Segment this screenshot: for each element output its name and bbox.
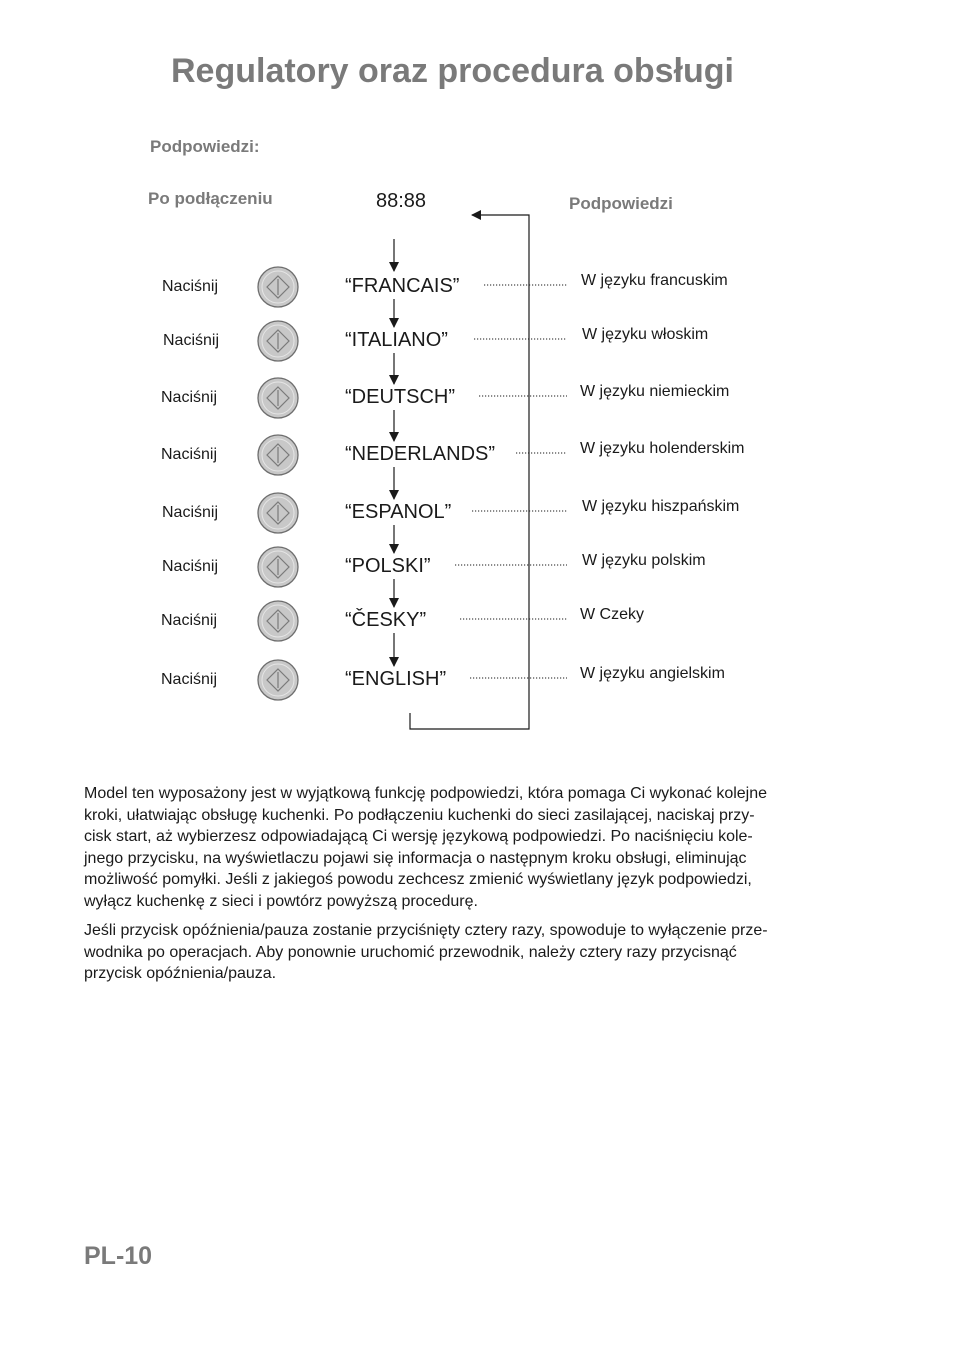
- language-option: “FRANCAIS”: [345, 275, 460, 297]
- hint-description: W języku hiszpańskim: [582, 498, 740, 515]
- page-title: Regulatory oraz procedura obsługi: [171, 52, 734, 90]
- start-button-icon[interactable]: [256, 319, 300, 363]
- start-button-icon[interactable]: [256, 545, 300, 589]
- section-label: Podpowiedzi:: [150, 137, 260, 156]
- start-button-icon[interactable]: [256, 599, 300, 643]
- right-column-header: Podpowiedzi: [569, 194, 673, 213]
- press-label: Naciśnij: [161, 612, 218, 629]
- language-option: “POLSKI”: [345, 555, 431, 577]
- start-button-icon[interactable]: [256, 491, 300, 535]
- start-button-icon[interactable]: [256, 265, 300, 309]
- paragraph-line: cisk start, aż wybierzesz odpowiadającą Ci wersję językową podpowiedzi. Po naciśnięciu kole-: [84, 828, 753, 845]
- language-option: “NEDERLANDS”: [345, 443, 496, 465]
- hint-description: W języku holenderskim: [580, 440, 745, 457]
- hint-description: W języku francuskim: [581, 272, 728, 289]
- page-number: PL-10: [84, 1242, 153, 1270]
- paragraph-line: jnego przycisku, na wyświetlaczu pojawi się informacja o następnym kroku obsługi, eliminując: [84, 849, 747, 867]
- paragraph-2: [84, 920, 844, 985]
- leader-lines: [455, 285, 567, 678]
- paragraph-line: możliwość pomyłki. Jeśli z jakiegoś powodu zechcesz zmienić wyświetlany język podpowiedzi,: [84, 871, 752, 888]
- language-option: “DEUTSCH”: [345, 386, 455, 408]
- paragraph-1: [84, 783, 844, 912]
- paragraph-line: kroki, ułatwiając obsługę kuchenki. Po podłączeniu kuchenki do sieci zasilającej, naciskaj przy-: [84, 806, 755, 824]
- display-readout: 88:88: [376, 190, 427, 212]
- press-label: Naciśnij: [161, 671, 218, 688]
- hint-description: W języku włoskim: [582, 326, 709, 343]
- language-option: “ENGLISH”: [345, 668, 447, 690]
- hint-description: W języku polskim: [582, 552, 706, 569]
- hint-description: W języku niemieckim: [580, 383, 730, 400]
- paragraph-line: Jeśli przycisk opóźnienia/pauza zostanie przyciśnięty cztery razy, spowoduje to wyłączenie prze-: [84, 922, 768, 939]
- press-label: Naciśnij: [162, 558, 219, 575]
- press-label: Naciśnij: [163, 332, 220, 349]
- language-option: “ESPANOL”: [345, 501, 452, 523]
- start-button-icon[interactable]: [256, 376, 300, 420]
- language-option: “ITALIANO”: [345, 329, 448, 351]
- press-label: Naciśnij: [162, 504, 219, 521]
- paragraph-line: wodnika po operacjach. Aby ponownie uruchomić przewodnik, należy cztery razy przycisnąć: [84, 943, 737, 961]
- hint-description: W języku angielskim: [580, 665, 725, 682]
- start-button-icon[interactable]: [256, 658, 300, 702]
- press-label: Naciśnij: [161, 389, 218, 406]
- paragraph-line: Model ten wyposażony jest w wyjątkową funkcję podpowiedzi, która pomaga Ci wykonać kolejne: [84, 785, 768, 802]
- hint-description: W Czeky: [580, 606, 644, 623]
- press-label: Naciśnij: [162, 278, 219, 295]
- language-option: “ČESKY”: [345, 609, 427, 631]
- paragraph-line: przycisk opóźnienia/pauza.: [84, 965, 277, 982]
- left-column-header: Po podłączeniu: [148, 189, 273, 208]
- paragraph-line: wyłącz kuchenkę z sieci i powtórz powyższą procedurę.: [84, 892, 478, 910]
- press-label: Naciśnij: [161, 446, 218, 463]
- start-button-icon[interactable]: [256, 433, 300, 477]
